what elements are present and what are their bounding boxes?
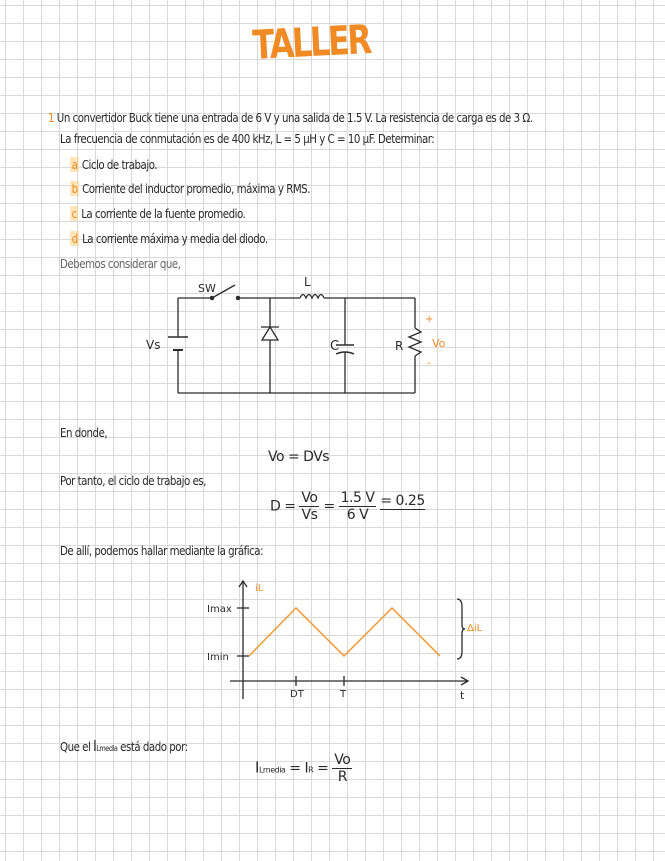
that-suffix: está dado por:: [120, 739, 188, 754]
problem-text-1: Un convertidor Buck tiene una entrada de 6 V y una salida de 1.5 V. La resistencia de carga es de 3 Ω.: [56, 110, 533, 125]
eq-equals: =: [323, 498, 335, 515]
frac-den: Vs: [301, 507, 318, 523]
source-label: Vs: [146, 338, 161, 352]
list-item-b: [70, 181, 310, 196]
consider-text: Debemos considerar que,: [60, 256, 181, 271]
where-text: En donde,: [60, 425, 108, 440]
list-text: La corriente máxima y media del diodo.: [82, 231, 268, 246]
capacitor-label: C: [330, 339, 340, 354]
x-axis-label: t: [460, 689, 465, 702]
eq-result: = 0.25: [380, 492, 425, 509]
list-text: Corriente del inductor promedio, máxima y RMS.: [82, 181, 310, 196]
equation-il-media: [255, 752, 352, 785]
eq3-equals: =: [317, 760, 329, 777]
frac-num: 1.5 V: [340, 490, 375, 506]
imin-label: Imin: [207, 652, 229, 663]
from-there-text: De allí, podemos hallar mediante la gráfica:: [60, 543, 264, 558]
i-subscript: Lmedia: [96, 744, 118, 753]
inductor-current-graph: [205, 577, 505, 707]
inductor-label: L: [304, 275, 311, 289]
frac-den: R: [337, 769, 347, 785]
list-letter: c: [71, 206, 77, 221]
eq-lhs: D =: [270, 498, 296, 515]
switch-label: SW: [198, 282, 216, 295]
eq3-lhs: I: [255, 758, 259, 777]
list-letter: d: [71, 231, 78, 246]
output-plus: +: [425, 314, 434, 325]
list-letter: b: [71, 181, 78, 196]
list-item-c: [70, 206, 245, 221]
equation-vo: Vo = DVs: [268, 449, 330, 465]
eq3-mid: = I: [289, 760, 309, 777]
frac-num: Vo: [301, 490, 318, 506]
that-text: Que el: [60, 739, 91, 754]
list-item-d: [70, 231, 268, 246]
delta-label: ΔiL: [467, 623, 483, 634]
frac-den: 6 V: [346, 507, 369, 523]
output-label: Vo: [432, 337, 446, 350]
page-title: TALLER: [251, 16, 371, 70]
delta-brace: [457, 599, 465, 659]
fraction-vo-r: [332, 752, 352, 785]
diode-symbol: [262, 327, 278, 340]
problem-line-1: [48, 110, 532, 125]
problem-number: 1: [48, 110, 55, 125]
list-text: La corriente de la fuente promedio.: [81, 206, 246, 221]
eq3-lhs-sub: Lmedia: [258, 765, 286, 775]
t-label: T: [340, 689, 347, 700]
list-letter: a: [71, 157, 78, 172]
inductor-current-waveform: [249, 608, 440, 656]
frac-num: Vo: [334, 752, 351, 768]
imax-label: Imax: [207, 604, 232, 615]
y-axis-label: iL: [255, 583, 264, 594]
dt-label: DT: [290, 689, 304, 700]
that-line: [60, 737, 188, 755]
equation-duty-cycle: [270, 490, 425, 523]
i-symbol: I: [93, 737, 97, 755]
list-item-a: [70, 157, 157, 172]
list-text: Ciclo de trabajo.: [81, 157, 158, 172]
resistor-label: R: [395, 339, 404, 353]
output-minus: -: [427, 358, 431, 369]
buck-circuit-diagram: [140, 270, 460, 405]
eq3-mid-sub: R: [308, 765, 314, 775]
problem-line-2: La frecuencia de conmutación es de 400 kHz, L = 5 μH y C = 10 μF. Determinar:: [60, 131, 435, 146]
fraction-vo-vs: [299, 490, 319, 523]
fraction-values: [339, 490, 377, 523]
therefore-text: Por tanto, el ciclo de trabajo es,: [60, 473, 206, 488]
